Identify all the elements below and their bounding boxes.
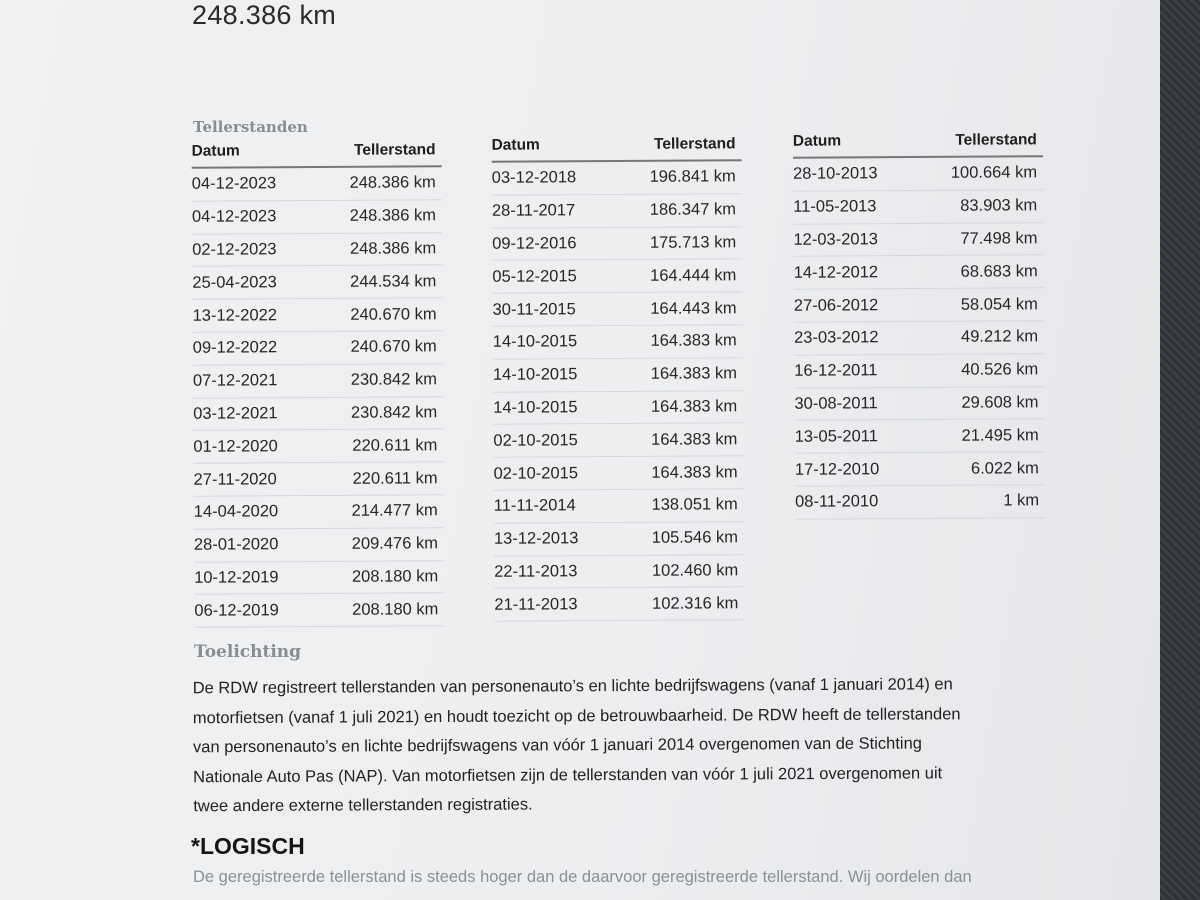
readings-table-1 [192, 141, 445, 628]
row-date: 14-10-2015 [493, 398, 578, 417]
row-reading: 102.460 km [651, 561, 739, 580]
table-row [793, 157, 1043, 191]
row-reading: 102.316 km [652, 594, 739, 613]
explanation-line: van personenauto’s en lichte bedrijfswagens van vóór 1 januari 2014 overgenomen van de Stichting [192, 734, 922, 757]
row-date: 05-12-2015 [492, 267, 577, 286]
row-date: 17-12-2010 [794, 459, 880, 479]
row-date: 21-11-2013 [494, 595, 578, 614]
row-date: 16-12-2011 [794, 361, 878, 380]
table-header [492, 135, 742, 163]
table-row [194, 594, 444, 628]
table-row [794, 387, 1044, 421]
row-reading: 164.383 km [651, 462, 738, 482]
row-date: 02-10-2015 [493, 431, 578, 450]
table-row [492, 292, 742, 326]
table-header [793, 131, 1043, 159]
row-reading: 164.444 km [650, 266, 737, 285]
table-row [194, 561, 444, 595]
row-reading: 83.903 km [960, 196, 1038, 215]
row-reading: 164.383 km [651, 430, 738, 449]
table-row [794, 354, 1044, 388]
row-reading: 100.664 km [950, 163, 1038, 183]
row-reading: 230.842 km [350, 370, 438, 389]
header-reading: Tellerstand [653, 135, 736, 153]
row-date: 03-12-2021 [193, 404, 278, 423]
logisch-text: De geregistreerde tellerstand is steeds hoger dan de daarvoor geregistreerde tellerstand. Wij oordelen dan [193, 868, 972, 886]
row-reading: 244.534 km [350, 272, 437, 291]
row-date: 22-11-2013 [494, 562, 578, 581]
row-reading: 248.386 km [349, 206, 437, 225]
table-row [494, 489, 744, 523]
table-row [793, 223, 1043, 257]
row-date: 11-11-2014 [493, 496, 576, 516]
table-row [794, 321, 1044, 355]
row-date: 27-06-2012 [793, 295, 879, 315]
row-reading: 1 km [1003, 491, 1040, 510]
table-row [192, 298, 442, 332]
row-reading: 164.383 km [650, 364, 738, 383]
row-reading: 164.443 km [650, 298, 737, 318]
row-date: 28-10-2013 [793, 164, 878, 184]
row-date: 30-11-2015 [492, 299, 576, 319]
row-date: 14-12-2012 [793, 263, 879, 282]
table-row [793, 190, 1043, 224]
table-row [493, 456, 743, 490]
row-reading: 186.347 km [649, 200, 737, 219]
row-date: 02-12-2023 [192, 240, 277, 259]
row-date: 14-10-2015 [492, 332, 578, 352]
table-row [493, 391, 743, 425]
row-reading: 164.383 km [650, 397, 738, 416]
table-row [795, 485, 1045, 519]
row-date: 08-11-2010 [795, 492, 879, 512]
table-row [492, 161, 742, 195]
row-reading: 220.611 km [352, 436, 438, 455]
table-row [493, 358, 743, 392]
row-date: 11-05-2013 [793, 197, 877, 216]
table-row [193, 331, 443, 365]
row-reading: 240.670 km [350, 304, 437, 324]
row-reading: 138.051 km [651, 495, 738, 515]
readings-table-3 [793, 131, 1045, 519]
row-reading: 240.670 km [350, 337, 437, 357]
row-reading: 214.477 km [351, 501, 438, 521]
row-reading: 68.683 km [960, 262, 1038, 281]
explanation-line: Nationale Auto Pas (NAP). Van motorfietsen zijn de tellerstanden van vóór 1 juli 2021 overgenomen uit [193, 763, 943, 786]
row-date: 09-12-2016 [492, 234, 577, 253]
table-row [193, 364, 443, 398]
row-date: 28-11-2017 [491, 201, 576, 220]
table-row [192, 200, 442, 234]
header-reading: Tellerstand [353, 141, 436, 159]
row-reading: 220.611 km [352, 468, 438, 488]
row-date: 13-12-2013 [493, 529, 579, 548]
row-reading: 209.476 km [351, 534, 439, 553]
table-row [494, 588, 744, 622]
readings-table-2 [492, 135, 745, 622]
row-date: 30-08-2011 [794, 394, 878, 413]
row-reading: 248.386 km [349, 239, 437, 258]
table-row [493, 325, 743, 359]
header-date: Datum [792, 132, 842, 150]
row-date: 13-05-2011 [794, 427, 878, 446]
background-surface [1160, 0, 1200, 900]
explanation-title: Toelichting [194, 642, 302, 662]
row-reading: 208.180 km [352, 600, 439, 619]
row-reading: 77.498 km [960, 229, 1038, 248]
table-row [794, 256, 1044, 290]
table-row [193, 397, 443, 431]
row-date: 09-12-2022 [192, 338, 278, 358]
row-date: 04-12-2023 [191, 207, 277, 226]
row-date: 25-04-2023 [192, 273, 277, 292]
explanation-line: twee andere externe tellerstanden registraties. [193, 795, 533, 816]
row-date: 03-12-2018 [491, 168, 577, 188]
row-reading: 58.054 km [960, 294, 1038, 314]
table-row [493, 424, 743, 458]
header-reading: Tellerstand [955, 131, 1037, 149]
section-title-tellerstanden: Tellerstanden [193, 118, 308, 136]
row-date: 13-12-2022 [192, 305, 278, 325]
row-reading: 164.383 km [650, 331, 737, 351]
table-row [795, 452, 1045, 486]
table-row [194, 528, 444, 562]
explanation-line: De RDW registreert tellerstanden van personenauto’s en lichte bedrijfswagens (vanaf 1 januari 2014) en [192, 675, 953, 698]
table-row [492, 194, 742, 228]
table-row [794, 288, 1044, 322]
row-date: 28-01-2020 [193, 535, 279, 554]
row-date: 27-11-2020 [193, 469, 277, 489]
row-reading: 40.526 km [961, 360, 1039, 379]
odometer-value: 248.386 km [192, 0, 337, 30]
table-row [494, 522, 744, 556]
row-date: 06-12-2019 [194, 600, 279, 620]
explanation-line: motorfietsen (vanaf 1 juli 2021) en houdt toezicht op de betrouwbaarheid. De RDW heeft de tellerstanden [192, 704, 961, 727]
row-reading: 196.841 km [649, 167, 736, 187]
table-row [192, 233, 442, 267]
row-reading: 6.022 km [970, 458, 1039, 478]
row-date: 02-10-2015 [493, 463, 579, 483]
row-reading: 248.386 km [349, 173, 436, 193]
table-row [193, 462, 443, 496]
table-header [192, 141, 442, 169]
table-row [192, 167, 442, 201]
row-reading: 21.495 km [961, 426, 1039, 445]
row-date: 10-12-2019 [194, 568, 279, 587]
row-date: 04-12-2023 [191, 174, 277, 194]
logisch-heading: *LOGISCH [191, 833, 305, 859]
header-date: Datum [491, 136, 540, 154]
row-date: 07-12-2021 [192, 371, 278, 390]
row-reading: 230.842 km [350, 403, 438, 422]
table-row [492, 227, 742, 261]
row-date: 23-03-2012 [794, 328, 879, 348]
row-date: 01-12-2020 [193, 437, 278, 456]
row-reading: 29.608 km [961, 393, 1039, 412]
table-row [193, 430, 443, 464]
row-date: 14-10-2015 [492, 365, 578, 384]
row-date: 12-03-2013 [793, 230, 878, 249]
explanation-text [193, 670, 1069, 822]
row-reading: 49.212 km [960, 327, 1039, 347]
table-row [795, 420, 1045, 454]
row-reading: 208.180 km [351, 567, 439, 586]
row-date: 14-04-2020 [193, 502, 279, 522]
table-row [492, 260, 742, 294]
table-row [494, 555, 744, 589]
row-reading: 105.546 km [651, 528, 739, 547]
header-date: Datum [191, 142, 240, 160]
table-row [194, 495, 444, 529]
table-row [192, 266, 442, 300]
row-reading: 175.713 km [649, 233, 737, 252]
